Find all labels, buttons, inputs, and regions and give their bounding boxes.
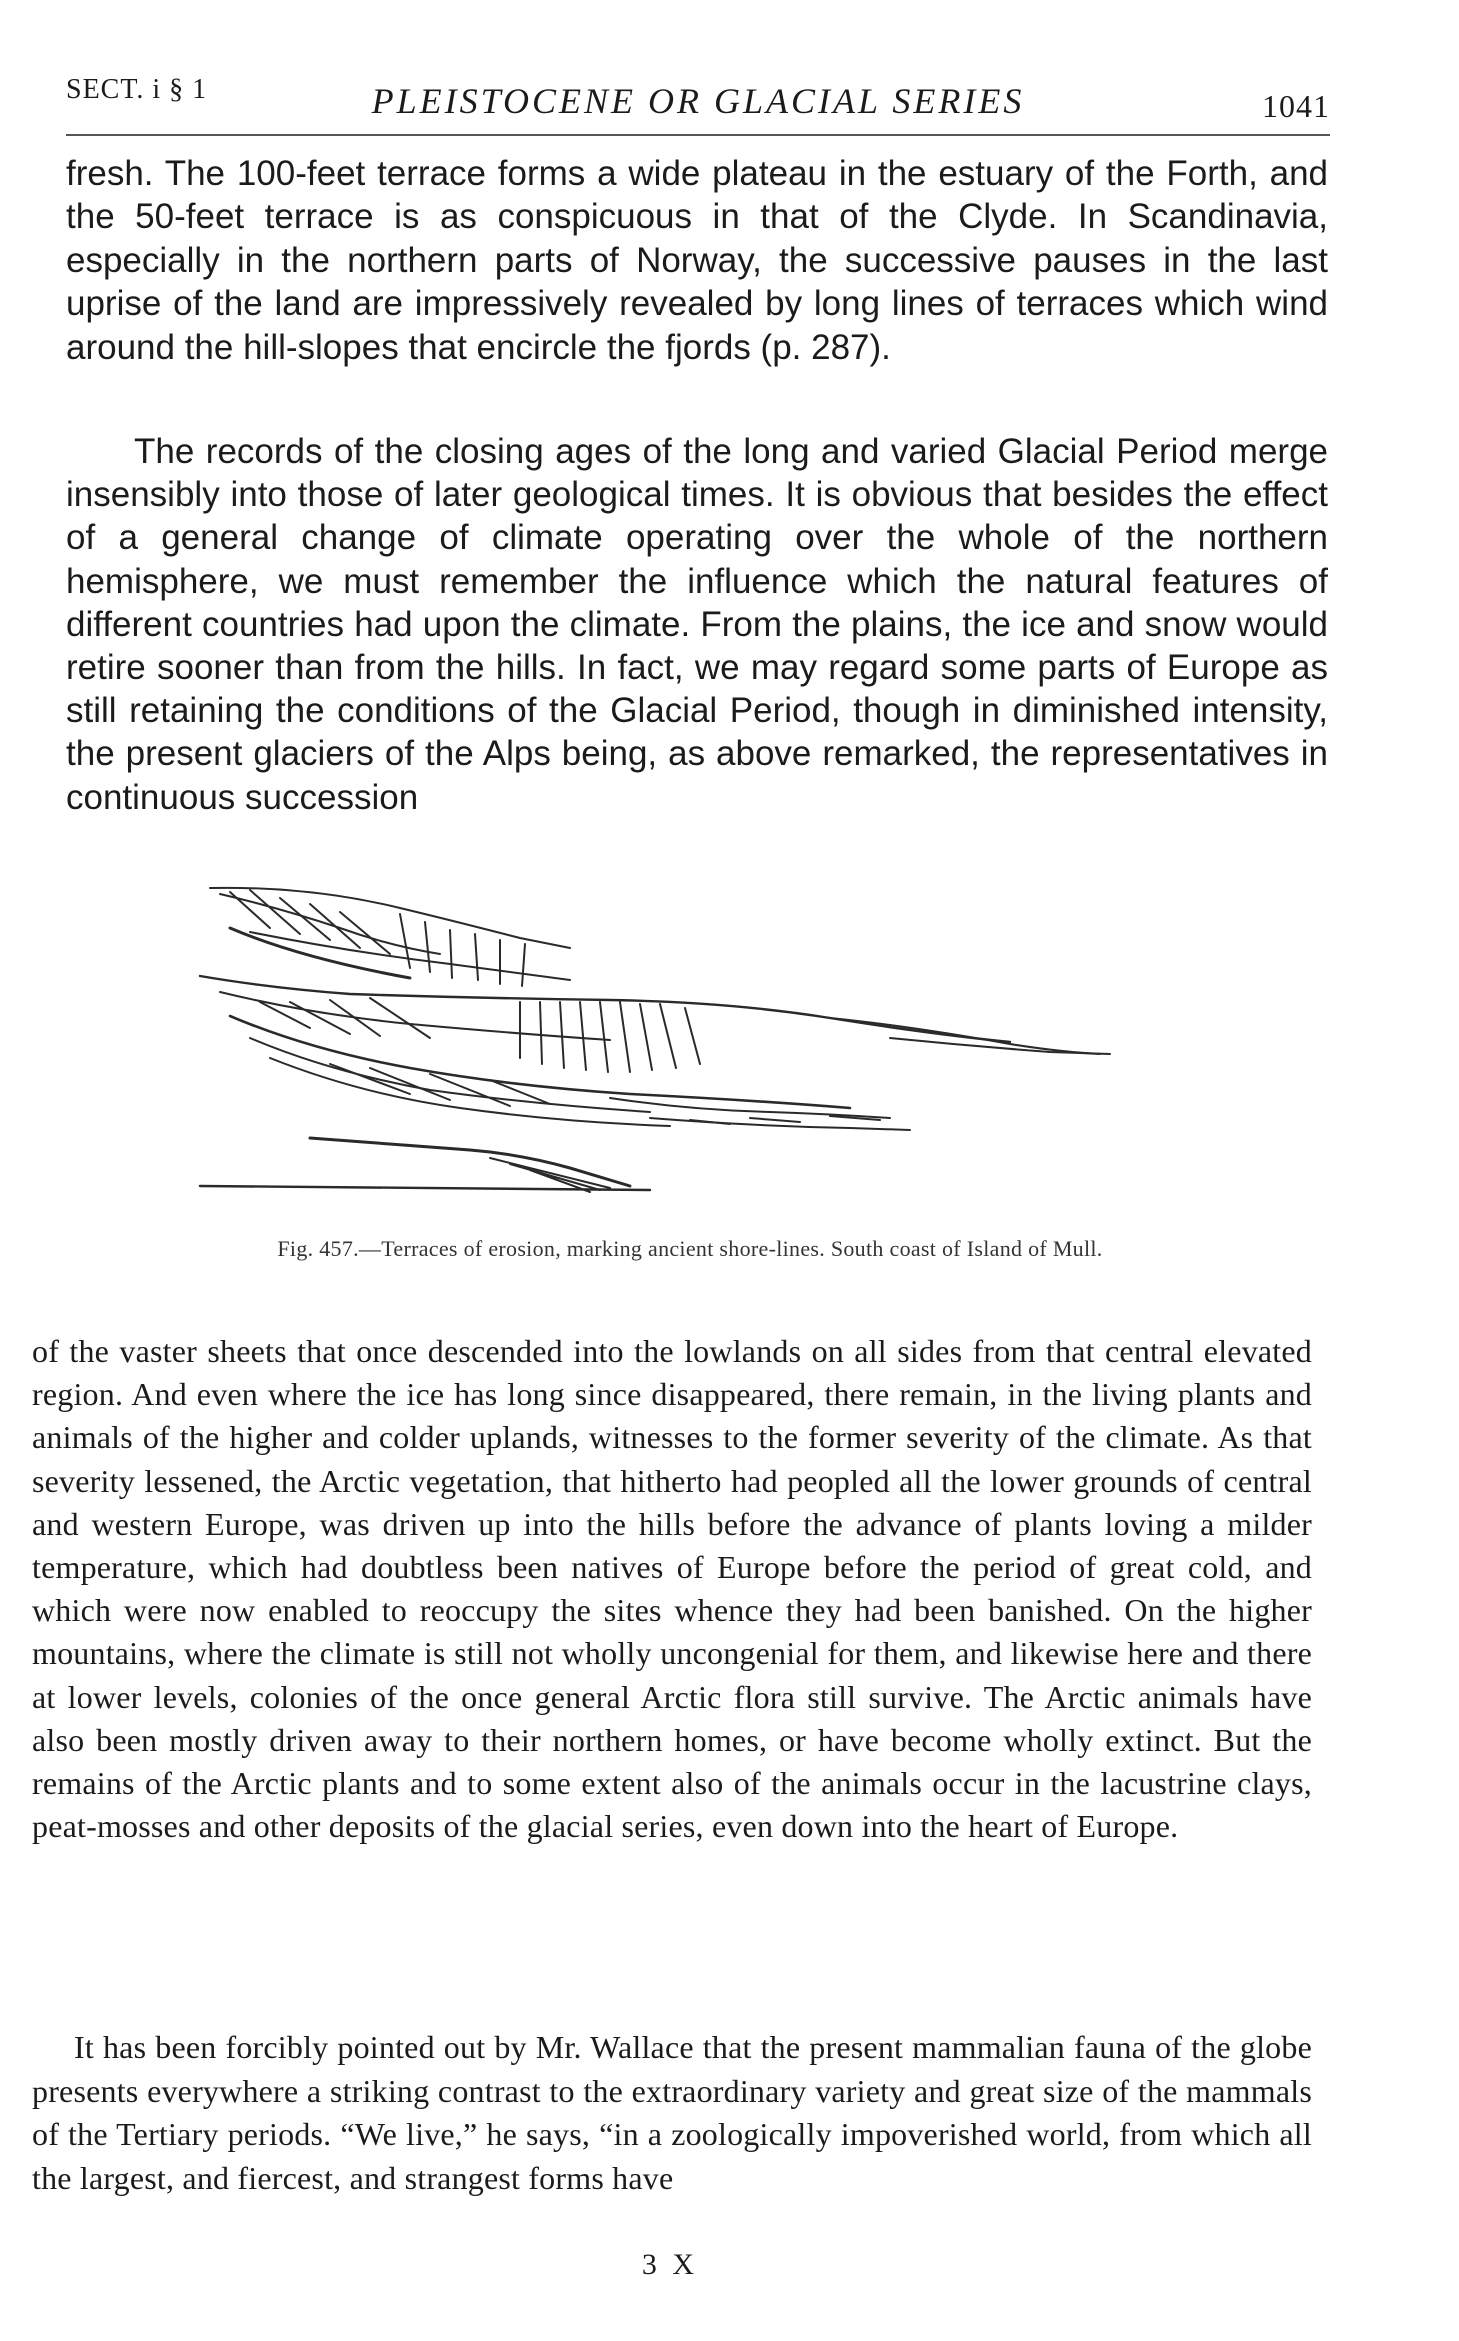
paragraph-terraces: fresh. The 100-feet terrace forms a wide plateau in the estuary of the Forth, and the 50-feet terrace is as conspicuous in that of the Clyde. In Scandinavia, especially in the northern parts of Norway, the successive pauses in the last uprise of the land are impressively revealed by long lines of terraces which wind around the hill-slopes that encircle the fjords (p. 287).: [66, 154, 1328, 367]
signature-mark: 3 X: [641, 2248, 699, 2281]
paragraph-arctic-flora: of the vaster sheets that once descended into the lowlands on all sides from that central elevated region. And even where the ice has long since disappeared, there remain, in the living plants and animals of the higher and colder uplands, witnesses to the former severity of the climate. As that severity lessened, the Arctic vegetation, that hitherto had peopled all the lower grounds of central and western Europe, was driven up into the hills before the advance of plants loving a milder temperature, which had doubtless been natives of Europe before the period of great cold, and which were now enabled to reoccupy the sites whence they had been banished. On the higher mountains, where the climate is still not wholly uncongenial for them, and likewise here and there at lower levels, colonies of the once general Arctic flora still survive. The Arctic animals have also been mostly driven away to their northern homes, or have become wholly extinct. But the remains of the Arctic plants and to some extent also of the animals occur in the lacustrine clays, peat-mosses and other deposits of the glacial series, even down into the heart of Europe.: [32, 1333, 1312, 1845]
figure-terraces-illustration: [190, 868, 1250, 1208]
terraces-drawing: [190, 868, 1250, 1208]
running-head: [66, 74, 1330, 136]
page-number: 1041: [1262, 88, 1330, 124]
paragraph-glacial-period: The records of the closing ages of the long and varied Glacial Period merge insensibly into those of later geological times. It is obvious that besides the effect of a general change of climate operating over the whole of the northern hemisphere, we must remember the influence which the natural features of different countries had upon the climate. From the plains, the ice and snow would retire sooner than from the hills. In fact, we may regard some parts of Europe as still retaining the conditions of the Glacial Period, though in diminished intensity, the present glaciers of the Alps being, as above remarked, the representatives in continuous succession: [66, 432, 1328, 817]
running-title: PLEISTOCENE OR GLACIAL SERIES: [371, 81, 1025, 121]
section-reference: SECT. i § 1: [66, 74, 208, 105]
paragraph-mammalian-fauna: It has been forcibly pointed out by Mr. Wallace that the present mammalian fauna of the globe presents everywhere a striking contrast to the extraordinary variety and great size of the mammals of the Tertiary periods. “We live,” he says, “in a zoologically impoverished world, from which all the largest, and fiercest, and strangest forms have: [32, 2029, 1312, 2196]
figure-caption: Fig. 457.—Terraces of erosion, marking ancient shore-lines. South coast of Island of Mull.: [277, 1236, 1103, 1261]
